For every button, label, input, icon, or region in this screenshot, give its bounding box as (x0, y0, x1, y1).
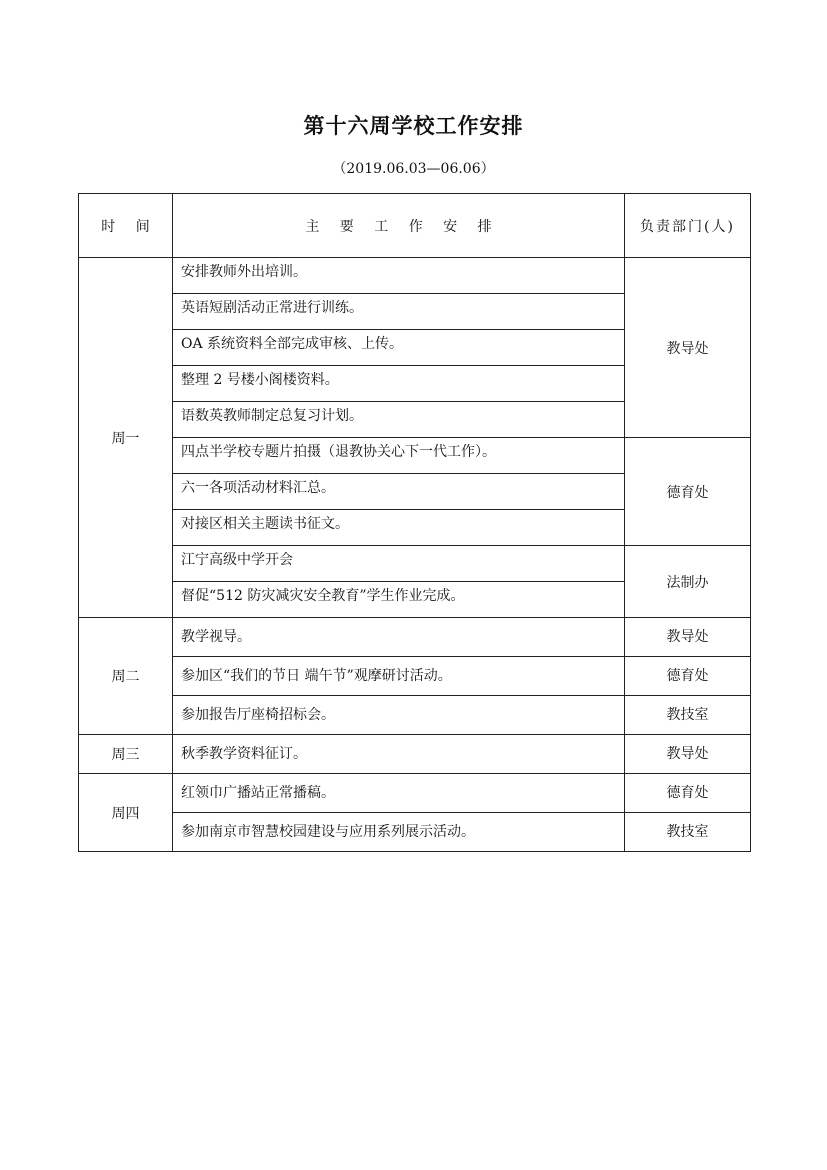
task-cell: 英语短剧活动正常进行训练。 (173, 294, 625, 330)
dept-cell: 德育处 (625, 438, 751, 546)
table-row (79, 618, 751, 657)
table-row (79, 438, 751, 474)
dept-cell: 德育处 (625, 774, 751, 813)
date-range: （2019.06.03—06.06） (332, 161, 495, 177)
dept-cell: 教导处 (625, 735, 751, 774)
task-cell: 参加南京市智慧校园建设与应用系列展示活动。 (173, 813, 625, 852)
header-dept: 负责部门(人) (625, 194, 751, 258)
table-row (79, 774, 751, 813)
header-row (79, 194, 751, 258)
day-cell-thu: 周四 (79, 774, 173, 852)
table-row (79, 813, 751, 852)
task-cell: 秋季教学资料征订。 (173, 735, 625, 774)
dept-cell: 教技室 (625, 696, 751, 735)
dept-cell: 德育处 (625, 657, 751, 696)
header-day: 时 间 (79, 194, 173, 258)
dept-cell: 教导处 (625, 258, 751, 438)
task-cell: 整理 2 号楼小阁楼资料。 (173, 366, 625, 402)
task-cell: OA 系统资料全部完成审核、上传。 (173, 330, 625, 366)
day-cell-wed: 周三 (79, 735, 173, 774)
task-cell: 红领巾广播站正常播稿。 (173, 774, 625, 813)
task-cell: 四点半学校专题片拍摄（退教协关心下一代工作）。 (173, 438, 625, 474)
page-title: 第十六周学校工作安排 (303, 113, 524, 138)
dept-cell: 法制办 (625, 546, 751, 618)
task-cell: 教学视导。 (173, 618, 625, 657)
dept-cell: 教导处 (625, 618, 751, 657)
task-cell: 参加区“我们的节日 端午节”观摩研讨活动。 (173, 657, 625, 696)
day-cell-mon: 周一 (79, 258, 173, 618)
table-row (79, 735, 751, 774)
task-cell: 安排教师外出培训。 (173, 258, 625, 294)
task-cell: 督促“512 防灾减灾安全教育”学生作业完成。 (173, 582, 625, 618)
schedule-table (78, 193, 751, 852)
task-cell: 语数英教师制定总复习计划。 (173, 402, 625, 438)
header-task: 主 要 工 作 安 排 (173, 194, 625, 258)
table-row (79, 258, 751, 294)
table-row (79, 657, 751, 696)
task-cell: 江宁高级中学开会 (173, 546, 625, 582)
table-row (79, 696, 751, 735)
table-row (79, 546, 751, 582)
day-cell-tue: 周二 (79, 618, 173, 735)
dept-cell: 教技室 (625, 813, 751, 852)
task-cell: 六一各项活动材料汇总。 (173, 474, 625, 510)
task-cell: 参加报告厅座椅招标会。 (173, 696, 625, 735)
task-cell: 对接区相关主题读书征文。 (173, 510, 625, 546)
